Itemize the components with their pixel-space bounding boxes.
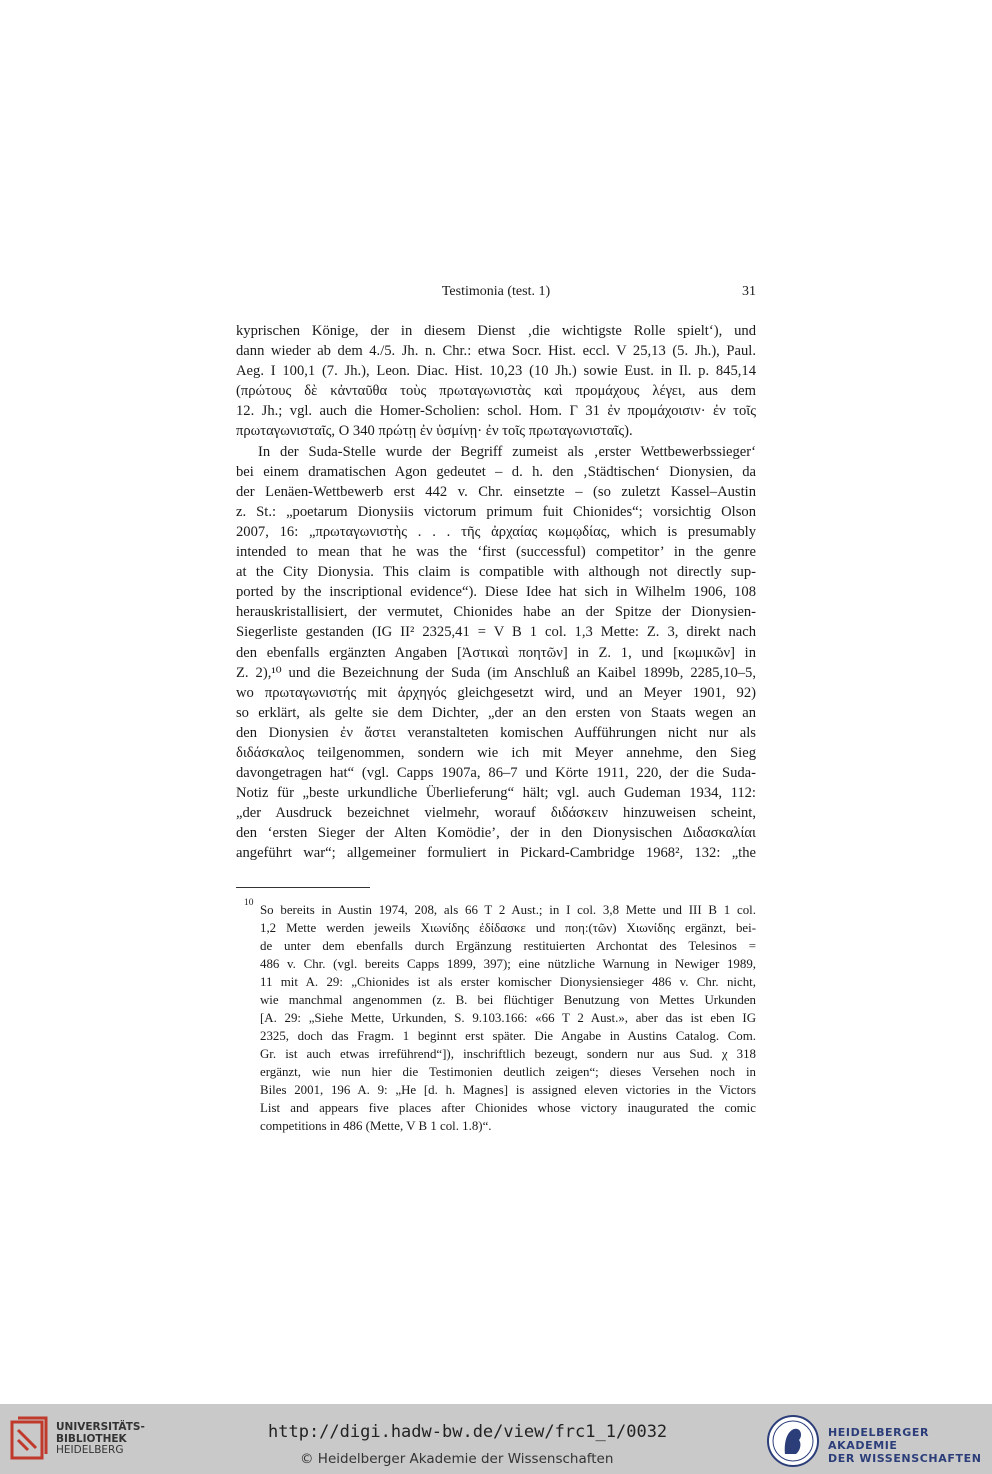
- university-library-logo-icon: [10, 1414, 50, 1462]
- academy-name: [828, 1426, 992, 1465]
- footnote-text: [260, 901, 756, 1135]
- text-line: πρωταγωνισταῖς, Ο 340 πρώτῃ ἐν ὑσμίνῃ· ἐν τοῖς πρωταγωνισταῖς).: [236, 423, 633, 440]
- text-line: herauskristallisiert, der vermutet, Chionides habe an der Spitze der Dionysien-: [236, 604, 756, 621]
- text-line: Aeg. I 100,1 (7. Jh.), Leon. Diac. Hist. 10,23 (10 Jh.) sowie Eust. in Il. p. 845,14: [236, 363, 756, 380]
- viewer-footer: [0, 1404, 992, 1474]
- text-line: Siegerliste gestanden (IG II² 2325,41 = V B 1 col. 1,3 Mette: Z. 3, direkt nach: [236, 624, 756, 641]
- text-line: intended to mean that he was the ‘first (successful) competitor’ in the genre: [236, 544, 756, 561]
- text-line: ported by the inscriptional evidence“). Diese Idee hat sich in Wilhelm 1906, 108: [236, 584, 756, 601]
- footnote-line: [A. 29: „Siehe Mette, Urkunden, S. 9.103.166: «66 T 2 Aust.», aber das ist eben IG: [260, 1011, 756, 1025]
- text-line: den ‘ersten Sieger der Alten Komödie’, der in den Dionysischen Διδασκαλίαι: [236, 825, 756, 842]
- text-line: 2007, 16: „πρωταγωνιστὴς . . . τῆς ἀρχαίας κωμῳδίας, which is presumably: [236, 523, 756, 540]
- text-line: angeführt war“; allgemeiner formuliert in Pickard-Cambridge 1968², 132: „the: [236, 845, 756, 862]
- main-text: [236, 321, 756, 864]
- text-line: bei einem dramatischen Agon gedeutet – d. h. den ‚Städtischen‘ Dionysien, da: [236, 463, 756, 480]
- text-line: „der Ausdruck bezeichnet vielmehr, worauf διδάσκειν hinzuweisen scheint,: [236, 805, 756, 822]
- academy-line-2: DER WISSENSCHAFTEN: [828, 1452, 982, 1465]
- footnote-line: Biles 2001, 196 A. 9: „He [d. h. Magnes] is assigned eleven victories in the Victors: [260, 1083, 756, 1097]
- text-line: at the City Dionysia. This claim is compatible with although not directly sup-: [236, 564, 756, 581]
- text-line: In der Suda-Stelle wurde der Begriff zumeist als ‚erster Wettbewerbssieger‘: [258, 443, 756, 460]
- text-line: z. St.: „poetarum Dionysiis victorum primum fuit Chionides“; vorsichtig Olson: [236, 503, 756, 520]
- university-library-name: [56, 1422, 145, 1457]
- footnote-line: ergänzt, wie nun hier die Testimonien deutlich zeigen“; dieses Versehen noch in: [260, 1065, 756, 1079]
- ub-line-2: BIBLIOTHEK: [56, 1432, 127, 1445]
- footnote-line: 2325, doch das Fragm. 1 beginnt erst später. Die Angabe in Austins Catalog. Com.: [260, 1029, 756, 1043]
- text-line: (πρώτους δὲ κἀνταῦθα τοὺς πρωταγωνιστὰς καὶ προμάχους λέγει, aus dem: [236, 383, 756, 400]
- footnote-line: 11 mit A. 29: „Chionides ist als erster komischer Dionysiensieger 486 v. Chr. nicht,: [260, 975, 756, 989]
- footnote-line: Gr. ist auch etwas irreführend“]), inschriftlich bezeugt, sondern nur aus Sud. χ 318: [260, 1047, 756, 1061]
- footnote-line: 1,2 Mette werden jeweils Χιωνίδης ἐδίδασκε und ποη:(τῶν) Χιωνίδης ergänzt, bei-: [260, 921, 756, 935]
- footnote-number: 10: [244, 898, 254, 908]
- footnote-line: 486 v. Chr. (vgl. bereits Capps 1899, 397); eine nützliche Warnung in Newiger 1989,: [260, 957, 756, 971]
- text-line: wo πρωταγωνιστής mit ἀρχηγός gleichgesetzt wird, und an Meyer 1901, 92): [236, 684, 756, 701]
- running-head: [236, 284, 756, 304]
- page-number: 31: [742, 284, 756, 299]
- footnote-line: So bereits in Austin 1974, 208, als 66 T 2 Aust.; in I col. 3,8 Mette und III B 1 col.: [260, 903, 756, 917]
- ub-line-3: HEIDELBERG: [56, 1444, 124, 1456]
- text-line: den Dionysien ἐν ἄστει veranstalteten komischen Aufführungen nicht nur als: [236, 724, 756, 741]
- text-line: Z. 2),¹⁰ und die Bezeichnung der Suda (im Anschluß an Kaibel 1899b, 2285,10–5,: [236, 664, 756, 681]
- permalink-url[interactable]: http://digi.hadw-bw.de/view/frc1_1/0032: [268, 1422, 668, 1442]
- academy-line-1: HEIDELBERGER AKADEMIE: [828, 1426, 930, 1452]
- text-line: 12. Jh.; vgl. auch die Homer-Scholien: schol. Hom. Γ 31 ἐν προμάχοισιν· ἐν τοῖς: [236, 403, 756, 420]
- text-line: so erklärt, als gelte sie dem Dichter, „der an den ersten von Staats wegen an: [236, 704, 756, 721]
- text-line: dann wieder ab dem 4./5. Jh. n. Chr.: etwa Socr. Hist. eccl. V 25,13 (5. Jh.), Paul.: [236, 343, 756, 360]
- text-line: davongetragen hat“ (vgl. Capps 1907a, 86–7 und Körte 1911, 220, der die Suda-: [236, 765, 756, 782]
- ub-line-1: UNIVERSITÄTS-: [56, 1421, 145, 1433]
- running-head-title: Testimonia (test. 1): [441, 284, 551, 299]
- text-line: Notiz für „beste urkundliche Überlieferung“ hält; vgl. auch Gudeman 1934, 112:: [236, 785, 756, 802]
- text-line: kyprischen Könige, der in diesem Dienst ‚die wichtigste Rolle spielt‘), und: [236, 323, 756, 339]
- footnote-line: competitions in 486 (Mette, V B 1 col. 1.8)“.: [260, 1119, 492, 1133]
- footnote-divider: [236, 887, 370, 888]
- text-line: den ebenfalls ergänzten Angaben [Ἀστικαὶ ποητῶν] in Z. 1, und [κωμικῶν] in: [236, 644, 756, 661]
- footnote-line: List and appears five places after Chionides whose victory inaugurated the comic: [260, 1101, 756, 1115]
- text-line: διδάσκαλος teilgenommen, sondern wie ich mit Meyer annehme, den Sieg: [236, 744, 756, 761]
- academy-seal-icon: [766, 1414, 820, 1468]
- text-line: der Lenäen-Wettbewerb erst 442 v. Chr. einsetzte – (so zuletzt Kassel–Austin: [236, 483, 756, 500]
- footnote-line: de unter dem ebenfalls durch Ergänzung restituierten Archontat des Telesinos =: [260, 939, 756, 953]
- copyright-notice: © Heidelberger Akademie der Wissenschaften: [300, 1451, 614, 1467]
- footnote-line: wie manchmal angenommen (z. B. bei flüchtiger Benutzung von Mettes Urkunden: [260, 993, 756, 1007]
